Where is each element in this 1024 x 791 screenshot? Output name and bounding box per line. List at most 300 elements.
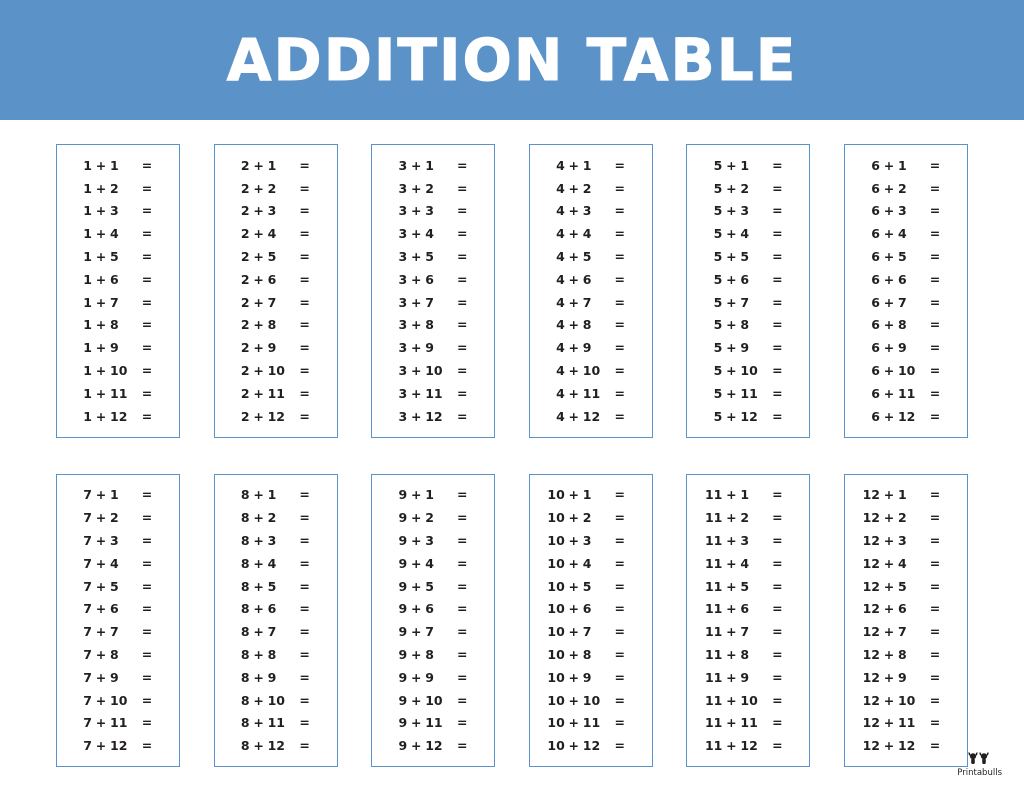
equals-icon: = xyxy=(772,624,783,640)
first-addend: 11 xyxy=(704,555,723,571)
second-addend: 6 xyxy=(582,271,592,287)
equals-icon: = xyxy=(141,601,153,617)
first-addend: 7 xyxy=(83,555,92,571)
plus-icon: + xyxy=(883,408,895,424)
equation-row xyxy=(530,382,652,405)
equals-icon: = xyxy=(299,578,310,594)
first-addend: 11 xyxy=(704,601,723,617)
equation-row xyxy=(530,598,652,621)
equals-icon: = xyxy=(772,669,783,685)
first-addend: 12 xyxy=(862,692,880,708)
equation-row xyxy=(57,268,179,291)
equals-icon: = xyxy=(772,692,783,708)
equation-row xyxy=(530,245,652,268)
equals-icon: = xyxy=(456,203,468,219)
equals-icon: = xyxy=(141,578,153,594)
second-addend: 1 xyxy=(582,157,592,173)
equation-row xyxy=(845,620,967,643)
plus-icon: + xyxy=(568,510,580,526)
equation-row xyxy=(372,666,494,689)
equals-icon: = xyxy=(614,363,626,379)
second-addend: 5 xyxy=(897,249,907,265)
plus-icon: + xyxy=(95,180,107,196)
plus-icon: + xyxy=(253,738,264,754)
equals-icon: = xyxy=(929,692,941,708)
equals-icon: = xyxy=(141,692,153,708)
equation-row xyxy=(845,552,967,575)
equation-row xyxy=(57,666,179,689)
second-addend: 10 xyxy=(267,363,285,379)
addition-table-card xyxy=(56,474,180,768)
second-addend: 3 xyxy=(267,203,277,219)
plus-icon: + xyxy=(883,249,895,265)
equals-icon: = xyxy=(141,317,153,333)
addition-table-card xyxy=(529,474,653,768)
equals-icon: = xyxy=(141,363,153,379)
second-addend: 7 xyxy=(110,624,119,640)
tables-grid xyxy=(0,120,1024,767)
plus-icon: + xyxy=(410,180,422,196)
second-addend: 1 xyxy=(740,487,750,503)
equation-row xyxy=(530,529,652,552)
plus-icon: + xyxy=(410,578,422,594)
first-addend: 8 xyxy=(240,692,250,708)
second-addend: 4 xyxy=(897,226,907,242)
equation-row xyxy=(845,405,967,428)
first-addend: 8 xyxy=(240,601,250,617)
equals-icon: = xyxy=(929,340,941,356)
equals-icon: = xyxy=(299,317,310,333)
first-addend: 3 xyxy=(398,340,408,356)
first-addend: 9 xyxy=(398,578,408,594)
plus-icon: + xyxy=(95,408,107,424)
equation-row xyxy=(57,291,179,314)
equation-row xyxy=(845,314,967,337)
second-addend: 7 xyxy=(425,294,434,310)
second-addend: 4 xyxy=(582,226,592,242)
equation-row xyxy=(687,359,809,382)
equals-icon: = xyxy=(614,408,626,424)
equation-row xyxy=(687,712,809,735)
plus-icon: + xyxy=(95,533,107,549)
second-addend: 8 xyxy=(582,647,592,663)
equals-icon: = xyxy=(299,669,310,685)
equals-icon: = xyxy=(614,249,626,265)
plus-icon: + xyxy=(410,669,422,685)
second-addend: 10 xyxy=(267,692,285,708)
first-addend: 8 xyxy=(240,533,250,549)
equals-icon: = xyxy=(456,738,468,754)
plus-icon: + xyxy=(726,601,737,617)
plus-icon: + xyxy=(410,203,422,219)
plus-icon: + xyxy=(726,340,737,356)
plus-icon: + xyxy=(726,715,737,731)
equation-row xyxy=(845,382,967,405)
equation-row xyxy=(845,154,967,177)
equals-icon: = xyxy=(929,647,941,663)
equation-row xyxy=(687,268,809,291)
equals-icon: = xyxy=(772,340,783,356)
plus-icon: + xyxy=(95,715,107,731)
equals-icon: = xyxy=(299,249,310,265)
plus-icon: + xyxy=(568,294,580,310)
first-addend: 11 xyxy=(704,487,723,503)
plus-icon: + xyxy=(726,203,737,219)
second-addend: 1 xyxy=(110,487,119,503)
equation-row xyxy=(57,484,179,507)
equation-row xyxy=(530,506,652,529)
first-addend: 1 xyxy=(83,294,92,310)
equation-row xyxy=(57,314,179,337)
first-addend: 12 xyxy=(862,510,880,526)
equation-row xyxy=(845,506,967,529)
equals-icon: = xyxy=(299,692,310,708)
equals-icon: = xyxy=(772,738,783,754)
equals-icon: = xyxy=(614,533,626,549)
plus-icon: + xyxy=(253,647,264,663)
plus-icon: + xyxy=(95,203,107,219)
second-addend: 5 xyxy=(897,578,907,594)
second-addend: 1 xyxy=(110,157,119,173)
first-addend: 1 xyxy=(83,363,92,379)
second-addend: 3 xyxy=(897,533,907,549)
plus-icon: + xyxy=(410,487,422,503)
equation-row xyxy=(215,200,337,223)
equals-icon: = xyxy=(141,226,153,242)
equation-row xyxy=(845,575,967,598)
equals-icon: = xyxy=(614,669,626,685)
plus-icon: + xyxy=(726,180,737,196)
equation-row xyxy=(530,405,652,428)
second-addend: 4 xyxy=(740,555,750,571)
equation-row xyxy=(845,268,967,291)
first-addend: 4 xyxy=(556,157,565,173)
equation-row xyxy=(372,245,494,268)
equals-icon: = xyxy=(614,317,626,333)
second-addend: 3 xyxy=(582,533,592,549)
first-addend: 9 xyxy=(398,487,408,503)
first-addend: 2 xyxy=(240,317,250,333)
second-addend: 3 xyxy=(110,533,119,549)
addition-table-card xyxy=(214,474,338,768)
equation-row xyxy=(57,598,179,621)
equation-row xyxy=(215,154,337,177)
plus-icon: + xyxy=(568,601,580,617)
plus-icon: + xyxy=(883,487,895,503)
second-addend: 6 xyxy=(897,271,907,287)
page-title: ADDITION TABLE xyxy=(226,26,798,94)
equation-row xyxy=(687,689,809,712)
equals-icon: = xyxy=(772,249,783,265)
plus-icon: + xyxy=(726,294,737,310)
equation-row xyxy=(215,666,337,689)
first-addend: 8 xyxy=(240,738,250,754)
equation-row xyxy=(530,222,652,245)
first-addend: 7 xyxy=(83,533,92,549)
equation-row xyxy=(530,620,652,643)
first-addend: 7 xyxy=(83,487,92,503)
equals-icon: = xyxy=(299,408,310,424)
first-addend: 2 xyxy=(240,226,250,242)
plus-icon: + xyxy=(95,669,107,685)
plus-icon: + xyxy=(253,249,264,265)
second-addend: 2 xyxy=(267,510,277,526)
second-addend: 4 xyxy=(740,226,750,242)
equals-icon: = xyxy=(456,647,468,663)
addition-table-card xyxy=(686,144,810,438)
equation-row xyxy=(687,154,809,177)
plus-icon: + xyxy=(95,487,107,503)
plus-icon: + xyxy=(410,647,422,663)
second-addend: 5 xyxy=(425,578,434,594)
equation-row xyxy=(372,734,494,757)
equals-icon: = xyxy=(772,555,783,571)
plus-icon: + xyxy=(410,715,422,731)
addition-table-card xyxy=(686,474,810,768)
plus-icon: + xyxy=(410,533,422,549)
first-addend: 1 xyxy=(83,249,92,265)
first-addend: 8 xyxy=(240,555,250,571)
plus-icon: + xyxy=(883,510,895,526)
equals-icon: = xyxy=(141,647,153,663)
first-addend: 5 xyxy=(713,180,723,196)
first-addend: 3 xyxy=(398,385,408,401)
addition-table-card xyxy=(56,144,180,438)
first-addend: 12 xyxy=(862,533,880,549)
equals-icon: = xyxy=(929,203,941,219)
second-addend: 12 xyxy=(582,738,601,754)
second-addend: 10 xyxy=(110,692,128,708)
equation-row xyxy=(57,177,179,200)
second-addend: 8 xyxy=(740,317,750,333)
equals-icon: = xyxy=(456,385,468,401)
equation-row xyxy=(687,245,809,268)
equals-icon: = xyxy=(929,601,941,617)
first-addend: 2 xyxy=(240,249,250,265)
equals-icon: = xyxy=(772,363,783,379)
worksheet-sheet xyxy=(0,120,1024,767)
equals-icon: = xyxy=(456,294,468,310)
second-addend: 7 xyxy=(267,294,277,310)
second-addend: 5 xyxy=(582,578,592,594)
equation-row xyxy=(215,291,337,314)
second-addend: 9 xyxy=(740,340,750,356)
second-addend: 5 xyxy=(110,578,119,594)
first-addend: 8 xyxy=(240,510,250,526)
plus-icon: + xyxy=(883,317,895,333)
first-addend: 10 xyxy=(547,510,565,526)
second-addend: 5 xyxy=(740,578,750,594)
equals-icon: = xyxy=(299,715,310,731)
plus-icon: + xyxy=(568,487,580,503)
equation-row xyxy=(215,382,337,405)
equals-icon: = xyxy=(614,601,626,617)
first-addend: 8 xyxy=(240,647,250,663)
equals-icon: = xyxy=(772,601,783,617)
equation-row xyxy=(57,382,179,405)
first-addend: 11 xyxy=(704,533,723,549)
first-addend: 11 xyxy=(704,669,723,685)
equation-row xyxy=(372,529,494,552)
equals-icon: = xyxy=(929,317,941,333)
first-addend: 10 xyxy=(547,601,565,617)
first-addend: 5 xyxy=(713,226,723,242)
equals-icon: = xyxy=(141,715,153,731)
plus-icon: + xyxy=(568,578,580,594)
equation-row xyxy=(372,712,494,735)
first-addend: 8 xyxy=(240,624,250,640)
first-addend: 5 xyxy=(713,249,723,265)
second-addend: 4 xyxy=(110,555,119,571)
second-addend: 12 xyxy=(267,738,285,754)
equation-row xyxy=(687,484,809,507)
plus-icon: + xyxy=(726,624,737,640)
second-addend: 4 xyxy=(267,555,277,571)
equals-icon: = xyxy=(141,385,153,401)
equals-icon: = xyxy=(141,487,153,503)
first-addend: 8 xyxy=(240,715,250,731)
equation-row xyxy=(372,268,494,291)
first-addend: 11 xyxy=(704,578,723,594)
first-addend: 9 xyxy=(398,510,408,526)
equals-icon: = xyxy=(929,249,941,265)
plus-icon: + xyxy=(568,624,580,640)
first-addend: 5 xyxy=(713,363,723,379)
equation-row xyxy=(687,643,809,666)
equals-icon: = xyxy=(614,738,626,754)
plus-icon: + xyxy=(568,226,580,242)
second-addend: 12 xyxy=(110,738,128,754)
equals-icon: = xyxy=(299,271,310,287)
first-addend: 10 xyxy=(547,624,565,640)
equals-icon: = xyxy=(299,601,310,617)
equation-row xyxy=(372,291,494,314)
equals-icon: = xyxy=(772,385,783,401)
plus-icon: + xyxy=(410,363,422,379)
equals-icon: = xyxy=(772,578,783,594)
equation-row xyxy=(845,666,967,689)
second-addend: 12 xyxy=(740,738,758,754)
first-addend: 1 xyxy=(83,157,92,173)
equation-row xyxy=(530,643,652,666)
second-addend: 1 xyxy=(267,157,277,173)
equation-row xyxy=(215,245,337,268)
second-addend: 6 xyxy=(740,271,750,287)
first-addend: 12 xyxy=(862,624,880,640)
equals-icon: = xyxy=(614,157,626,173)
second-addend: 7 xyxy=(425,624,434,640)
plus-icon: + xyxy=(726,226,737,242)
first-addend: 2 xyxy=(240,340,250,356)
second-addend: 11 xyxy=(582,385,601,401)
plus-icon: + xyxy=(883,363,895,379)
plus-icon: + xyxy=(410,249,422,265)
second-addend: 10 xyxy=(897,692,916,708)
equals-icon: = xyxy=(299,157,310,173)
second-addend: 8 xyxy=(897,317,907,333)
second-addend: 9 xyxy=(267,340,277,356)
second-addend: 9 xyxy=(267,669,277,685)
equation-row xyxy=(57,734,179,757)
first-addend: 12 xyxy=(862,555,880,571)
equals-icon: = xyxy=(141,533,153,549)
equation-row xyxy=(530,268,652,291)
equals-icon: = xyxy=(456,533,468,549)
plus-icon: + xyxy=(568,669,580,685)
first-addend: 12 xyxy=(862,487,880,503)
plus-icon: + xyxy=(410,555,422,571)
first-addend: 7 xyxy=(83,692,92,708)
second-addend: 10 xyxy=(740,363,758,379)
equation-row xyxy=(215,734,337,757)
plus-icon: + xyxy=(883,578,895,594)
second-addend: 1 xyxy=(425,487,434,503)
first-addend: 12 xyxy=(862,647,880,663)
equation-row xyxy=(57,643,179,666)
second-addend: 4 xyxy=(425,226,434,242)
second-addend: 2 xyxy=(740,180,750,196)
second-addend: 4 xyxy=(582,555,592,571)
first-addend: 5 xyxy=(713,385,723,401)
plus-icon: + xyxy=(883,647,895,663)
first-addend: 10 xyxy=(547,715,565,731)
second-addend: 5 xyxy=(267,578,277,594)
first-addend: 4 xyxy=(556,385,565,401)
second-addend: 2 xyxy=(582,180,592,196)
second-addend: 8 xyxy=(425,647,434,663)
equation-row xyxy=(57,575,179,598)
plus-icon: + xyxy=(253,510,264,526)
plus-icon: + xyxy=(883,203,895,219)
first-addend: 5 xyxy=(713,271,723,287)
plus-icon: + xyxy=(253,203,264,219)
first-addend: 6 xyxy=(871,226,880,242)
equation-row xyxy=(530,314,652,337)
equals-icon: = xyxy=(456,363,468,379)
plus-icon: + xyxy=(883,692,895,708)
second-addend: 9 xyxy=(110,669,119,685)
plus-icon: + xyxy=(568,738,580,754)
first-addend: 2 xyxy=(240,408,250,424)
plus-icon: + xyxy=(95,601,107,617)
second-addend: 8 xyxy=(110,647,119,663)
second-addend: 2 xyxy=(425,510,434,526)
first-addend: 7 xyxy=(83,669,92,685)
plus-icon: + xyxy=(410,601,422,617)
equals-icon: = xyxy=(614,385,626,401)
plus-icon: + xyxy=(568,647,580,663)
second-addend: 3 xyxy=(897,203,907,219)
second-addend: 11 xyxy=(740,385,758,401)
first-addend: 9 xyxy=(398,669,408,685)
addition-table-card xyxy=(214,144,338,438)
equals-icon: = xyxy=(772,647,783,663)
second-addend: 1 xyxy=(740,157,750,173)
second-addend: 3 xyxy=(425,533,434,549)
equation-row xyxy=(215,689,337,712)
plus-icon: + xyxy=(410,385,422,401)
second-addend: 11 xyxy=(897,385,916,401)
equation-row xyxy=(687,598,809,621)
plus-icon: + xyxy=(253,669,264,685)
second-addend: 11 xyxy=(267,715,285,731)
second-addend: 2 xyxy=(267,180,277,196)
plus-icon: + xyxy=(568,157,580,173)
plus-icon: + xyxy=(253,601,264,617)
first-addend: 2 xyxy=(240,363,250,379)
plus-icon: + xyxy=(253,294,264,310)
plus-icon: + xyxy=(726,555,737,571)
